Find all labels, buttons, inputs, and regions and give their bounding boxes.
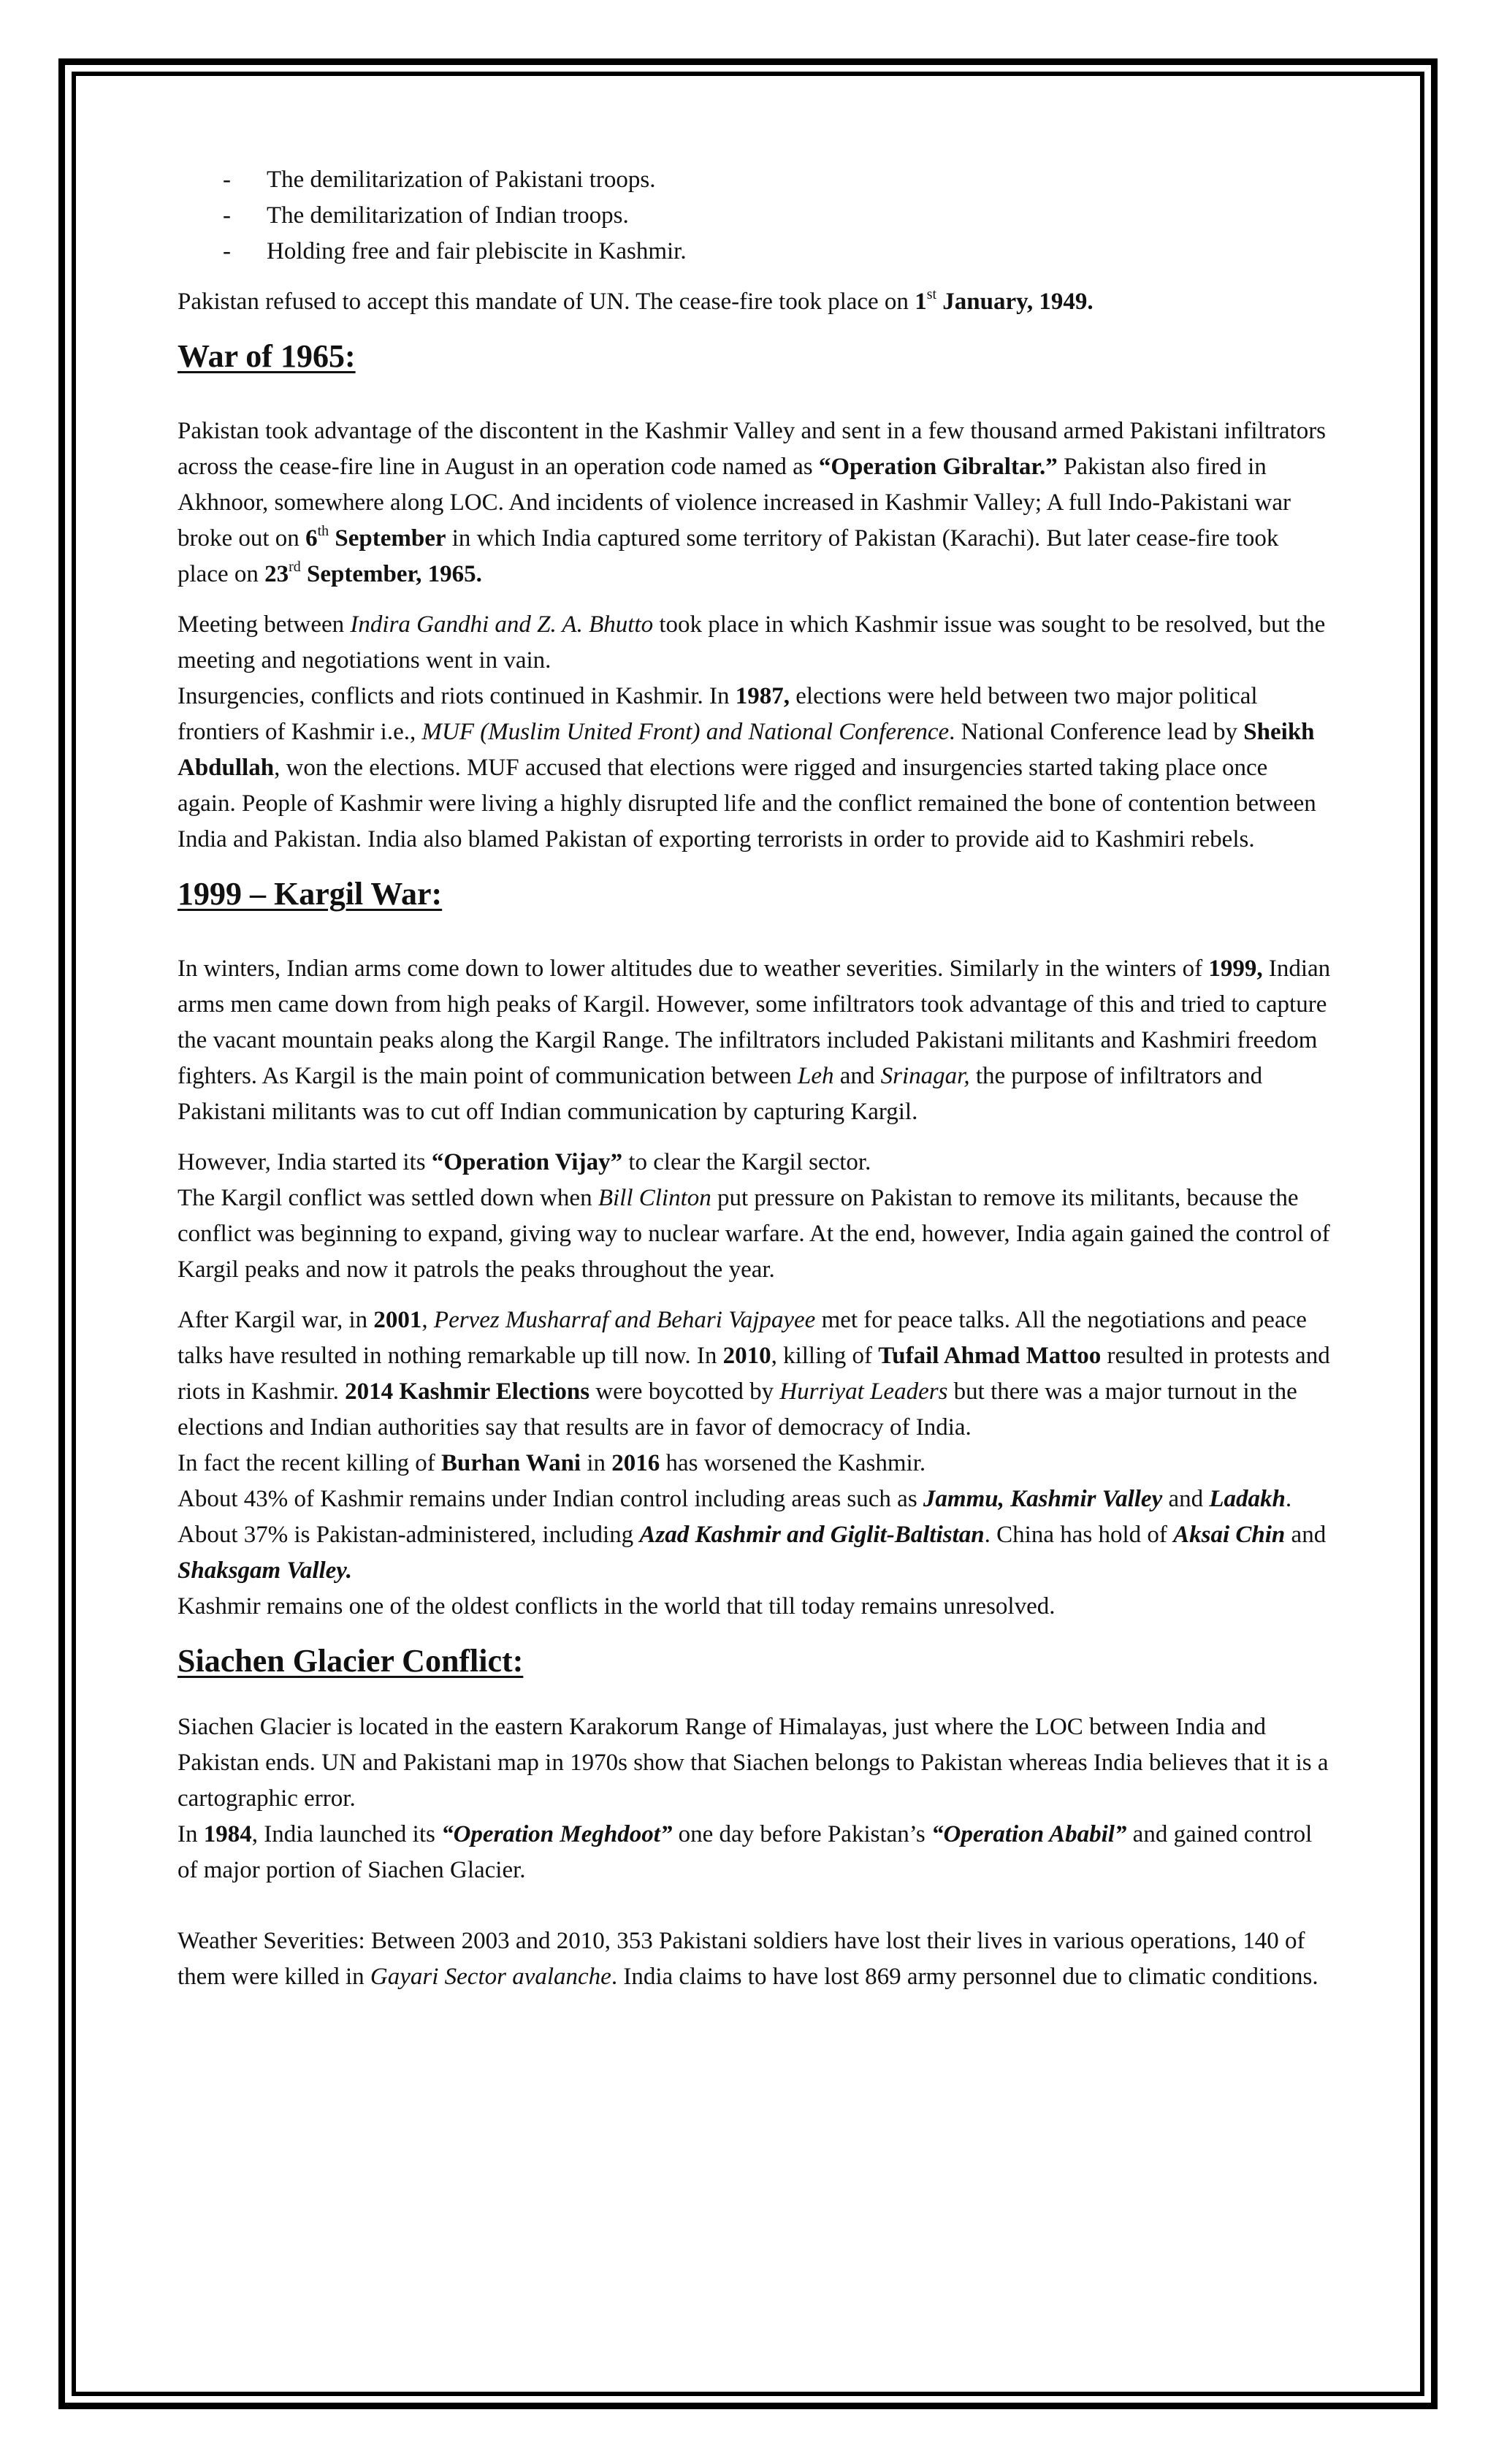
list-item <box>178 162 1332 198</box>
text: “Operation Meghdoot” <box>441 1821 673 1847</box>
text: Sheikh Abdullah <box>178 719 1315 781</box>
kargil-paragraph-5 <box>178 1446 1332 1481</box>
spacer <box>178 1683 1332 1709</box>
text: 2014 Kashmir Elections <box>345 1378 590 1405</box>
text: , won the elections. MUF accused that elections were rigged and insurgencies started taking place once again. People of Kashmir were living a highly disrupted life and the conflict remained the bone of contention between India and Pakistan. India also blamed Pakistan of exporting terrorists in order to provide aid to Kashmiri rebels. <box>178 755 1316 853</box>
text: Weather Severities: Between 2003 and 2010, 353 Pakistani soldiers have lost their lives in various operations, 140 of them were killed in <box>178 1928 1305 1990</box>
bullet-list <box>178 162 1332 270</box>
text: 23 <box>264 561 289 587</box>
text: Indian arms men came down from high peaks of Kargil. However, some infiltrators took advantage of this and tried to capture the vacant mountain peaks along the Kargil Range. The infiltrators included Pakistani militants and Kashmiri freedom fighters. As Kargil is the main point of communication between <box>178 956 1331 1089</box>
text: one day before Pakistan’s <box>672 1821 932 1847</box>
heading-kargil-war: 1999 – Kargil War: <box>178 876 443 912</box>
text: but there was a major turnout in the elections and Indian authorities say that results are in favor of democracy of India. <box>178 1378 1297 1441</box>
kargil-paragraph-3 <box>178 1180 1332 1288</box>
war1965-paragraph-1 <box>178 413 1332 592</box>
bullet-text: The demilitarization of Pakistani troops. <box>267 167 656 193</box>
text: th <box>317 523 329 539</box>
text: met for peace talks. All the negotiations and peace talks have resulted in nothing remarkable up till now. In <box>178 1307 1307 1369</box>
spacer <box>178 1625 1332 1639</box>
text: Leh <box>797 1063 834 1089</box>
text: st <box>926 286 937 302</box>
text: Hurriyat Leaders <box>779 1378 948 1405</box>
text: the purpose of infiltrators and Pakistani militants was to cut off Indian communication by capturing Kargil. <box>178 1063 1263 1125</box>
siachen-paragraph-3 <box>178 1923 1332 1995</box>
text: in <box>581 1450 612 1476</box>
text: and <box>1162 1486 1210 1512</box>
text: In fact the recent killing of <box>178 1450 442 1476</box>
list-item <box>178 234 1332 270</box>
text: “Operation Vijay” <box>431 1149 623 1175</box>
text: and <box>833 1063 881 1089</box>
text: and gained control of major portion of Siachen Glacier. <box>178 1821 1313 1883</box>
spacer <box>178 916 1332 951</box>
kargil-paragraph-7: Kashmir remains one of the oldest conflicts in the world that till today remains unresolved. <box>178 1593 1056 1620</box>
text: , killing of <box>771 1343 879 1369</box>
text: January, 1949. <box>936 289 1094 315</box>
text: took place in which Kashmir issue was sought to be resolved, but the meeting and negotiations went in vain. <box>178 611 1326 674</box>
spacer <box>178 858 1332 872</box>
bullet-text: The demilitarization of Indian troops. <box>267 202 629 229</box>
text: Gayari Sector avalanche <box>370 1964 611 1990</box>
spacer <box>178 1130 1332 1145</box>
kargil-paragraph-4 <box>178 1302 1332 1446</box>
kargil-paragraph-2 <box>178 1145 1332 1180</box>
text: 2001 <box>373 1307 422 1333</box>
heading-siachen: Siachen Glacier Conflict: <box>178 1643 524 1679</box>
text: “Operation Gibraltar.” <box>818 454 1058 480</box>
text: 2010 <box>722 1343 771 1369</box>
text: However, India started its <box>178 1149 432 1175</box>
text: September, 1965. <box>300 561 482 587</box>
text: rd <box>289 559 301 575</box>
text: 1984 <box>203 1821 252 1847</box>
bullet-dash: - <box>223 238 231 264</box>
spacer <box>178 1888 1332 1923</box>
text: In <box>178 1821 204 1847</box>
text: Insurgencies, conflicts and riots continued in Kashmir. In <box>178 683 736 709</box>
text: Burhan Wani <box>441 1450 581 1476</box>
text: to clear the Kargil sector. <box>622 1149 871 1175</box>
text: September <box>329 525 446 552</box>
text: Bill Clinton <box>598 1185 711 1211</box>
ceasefire-paragraph <box>178 284 1332 320</box>
war1965-paragraph-3 <box>178 679 1332 858</box>
siachen-paragraph-2 <box>178 1817 1332 1888</box>
heading-war-1965: War of 1965: <box>178 338 356 374</box>
text: . China has hold of <box>984 1522 1174 1548</box>
kargil-paragraph-1 <box>178 951 1332 1130</box>
text: , India launched its <box>251 1821 442 1847</box>
text: 1987, <box>735 683 790 709</box>
text: . India claims to have lost 869 army personnel due to climatic conditions. <box>611 1964 1318 1990</box>
text: In winters, Indian arms come down to lower altitudes due to weather severities. Similarly in the winters of <box>178 956 1209 982</box>
spacer <box>178 378 1332 413</box>
text: Azad Kashmir and Giglit-Baltistan <box>639 1522 985 1548</box>
text: About 43% of Kashmir remains under Indian control including areas such as <box>178 1486 923 1512</box>
text: 1999, <box>1208 956 1263 982</box>
text: Pakistan refused to accept this mandate of UN. The cease-fire took place on <box>178 289 915 315</box>
text: MUF (Muslim United Front) and National Conference <box>421 719 950 745</box>
text: Jammu, Kashmir Valley <box>923 1486 1163 1512</box>
text: 2016 <box>611 1450 660 1476</box>
war1965-paragraph-2 <box>178 607 1332 679</box>
text: elections were held between two major political frontiers of Kashmir i.e., <box>178 683 1258 745</box>
bullet-dash: - <box>223 167 231 193</box>
list-item <box>178 198 1332 234</box>
text: 1 <box>915 289 927 315</box>
text: Shaksgam Valley. <box>178 1557 352 1584</box>
text: 6 <box>305 525 318 552</box>
text: . About 37% is Pakistan-administered, including <box>178 1486 1292 1548</box>
kargil-paragraph-6 <box>178 1481 1332 1589</box>
text: in which India captured some territory of Pakistan (Karachi). But later cease-fire took place on <box>178 525 1279 587</box>
text: , <box>421 1307 434 1333</box>
text: Pakistan took advantage of the discontent in the Kashmir Valley and sent in a few thousand armed Pakistani infiltrators across the cease-fire line in August in an operation code named as <box>178 418 1327 480</box>
text: and <box>1285 1522 1327 1548</box>
text: “Operation Ababil” <box>931 1821 1127 1847</box>
document-body <box>178 162 1332 1995</box>
text: Aksai Chin <box>1173 1522 1286 1548</box>
spacer <box>178 320 1332 335</box>
text: The Kargil conflict was settled down when <box>178 1185 598 1211</box>
text: Indira Gandhi and Z. A. Bhutto <box>350 611 654 638</box>
text: were boycotted by <box>589 1378 780 1405</box>
bullet-dash: - <box>223 202 231 229</box>
text: . National Conference lead by <box>949 719 1244 745</box>
text: After Kargil war, in <box>178 1307 374 1333</box>
text: Pervez Musharraf and Behari Vajpayee <box>433 1307 816 1333</box>
siachen-paragraph-1: Siachen Glacier is located in the eastern Karakorum Range of Himalayas, just where the LOC between India and Pakistan ends. UN and Pakistani map in 1970s show that Siachen belongs to Pakistan whereas India believes that it is a cartographic error. <box>178 1714 1329 1812</box>
text: Tufail Ahmad Mattoo <box>878 1343 1102 1369</box>
text: has worsened the Kashmir. <box>660 1450 926 1476</box>
bullet-text: Holding free and fair plebiscite in Kashmir. <box>267 238 687 264</box>
text: Meeting between <box>178 611 351 638</box>
text: put pressure on Pakistan to remove its militants, because the conflict was beginning to expand, giving way to nuclear warfare. At the end, however, India again gained the control of Kargil peaks and now it patrols the peaks throughout the year. <box>178 1185 1330 1283</box>
text: Pakistan also fired in Akhnoor, somewhere along LOC. And incidents of violence increased in Kashmir Valley; A full Indo-Pakistani war broke out on <box>178 454 1291 552</box>
spacer <box>178 1288 1332 1302</box>
text: resulted in protests and riots in Kashmir. <box>178 1343 1330 1405</box>
spacer <box>178 592 1332 607</box>
text: Ladakh <box>1209 1486 1286 1512</box>
text: Srinagar, <box>880 1063 970 1089</box>
